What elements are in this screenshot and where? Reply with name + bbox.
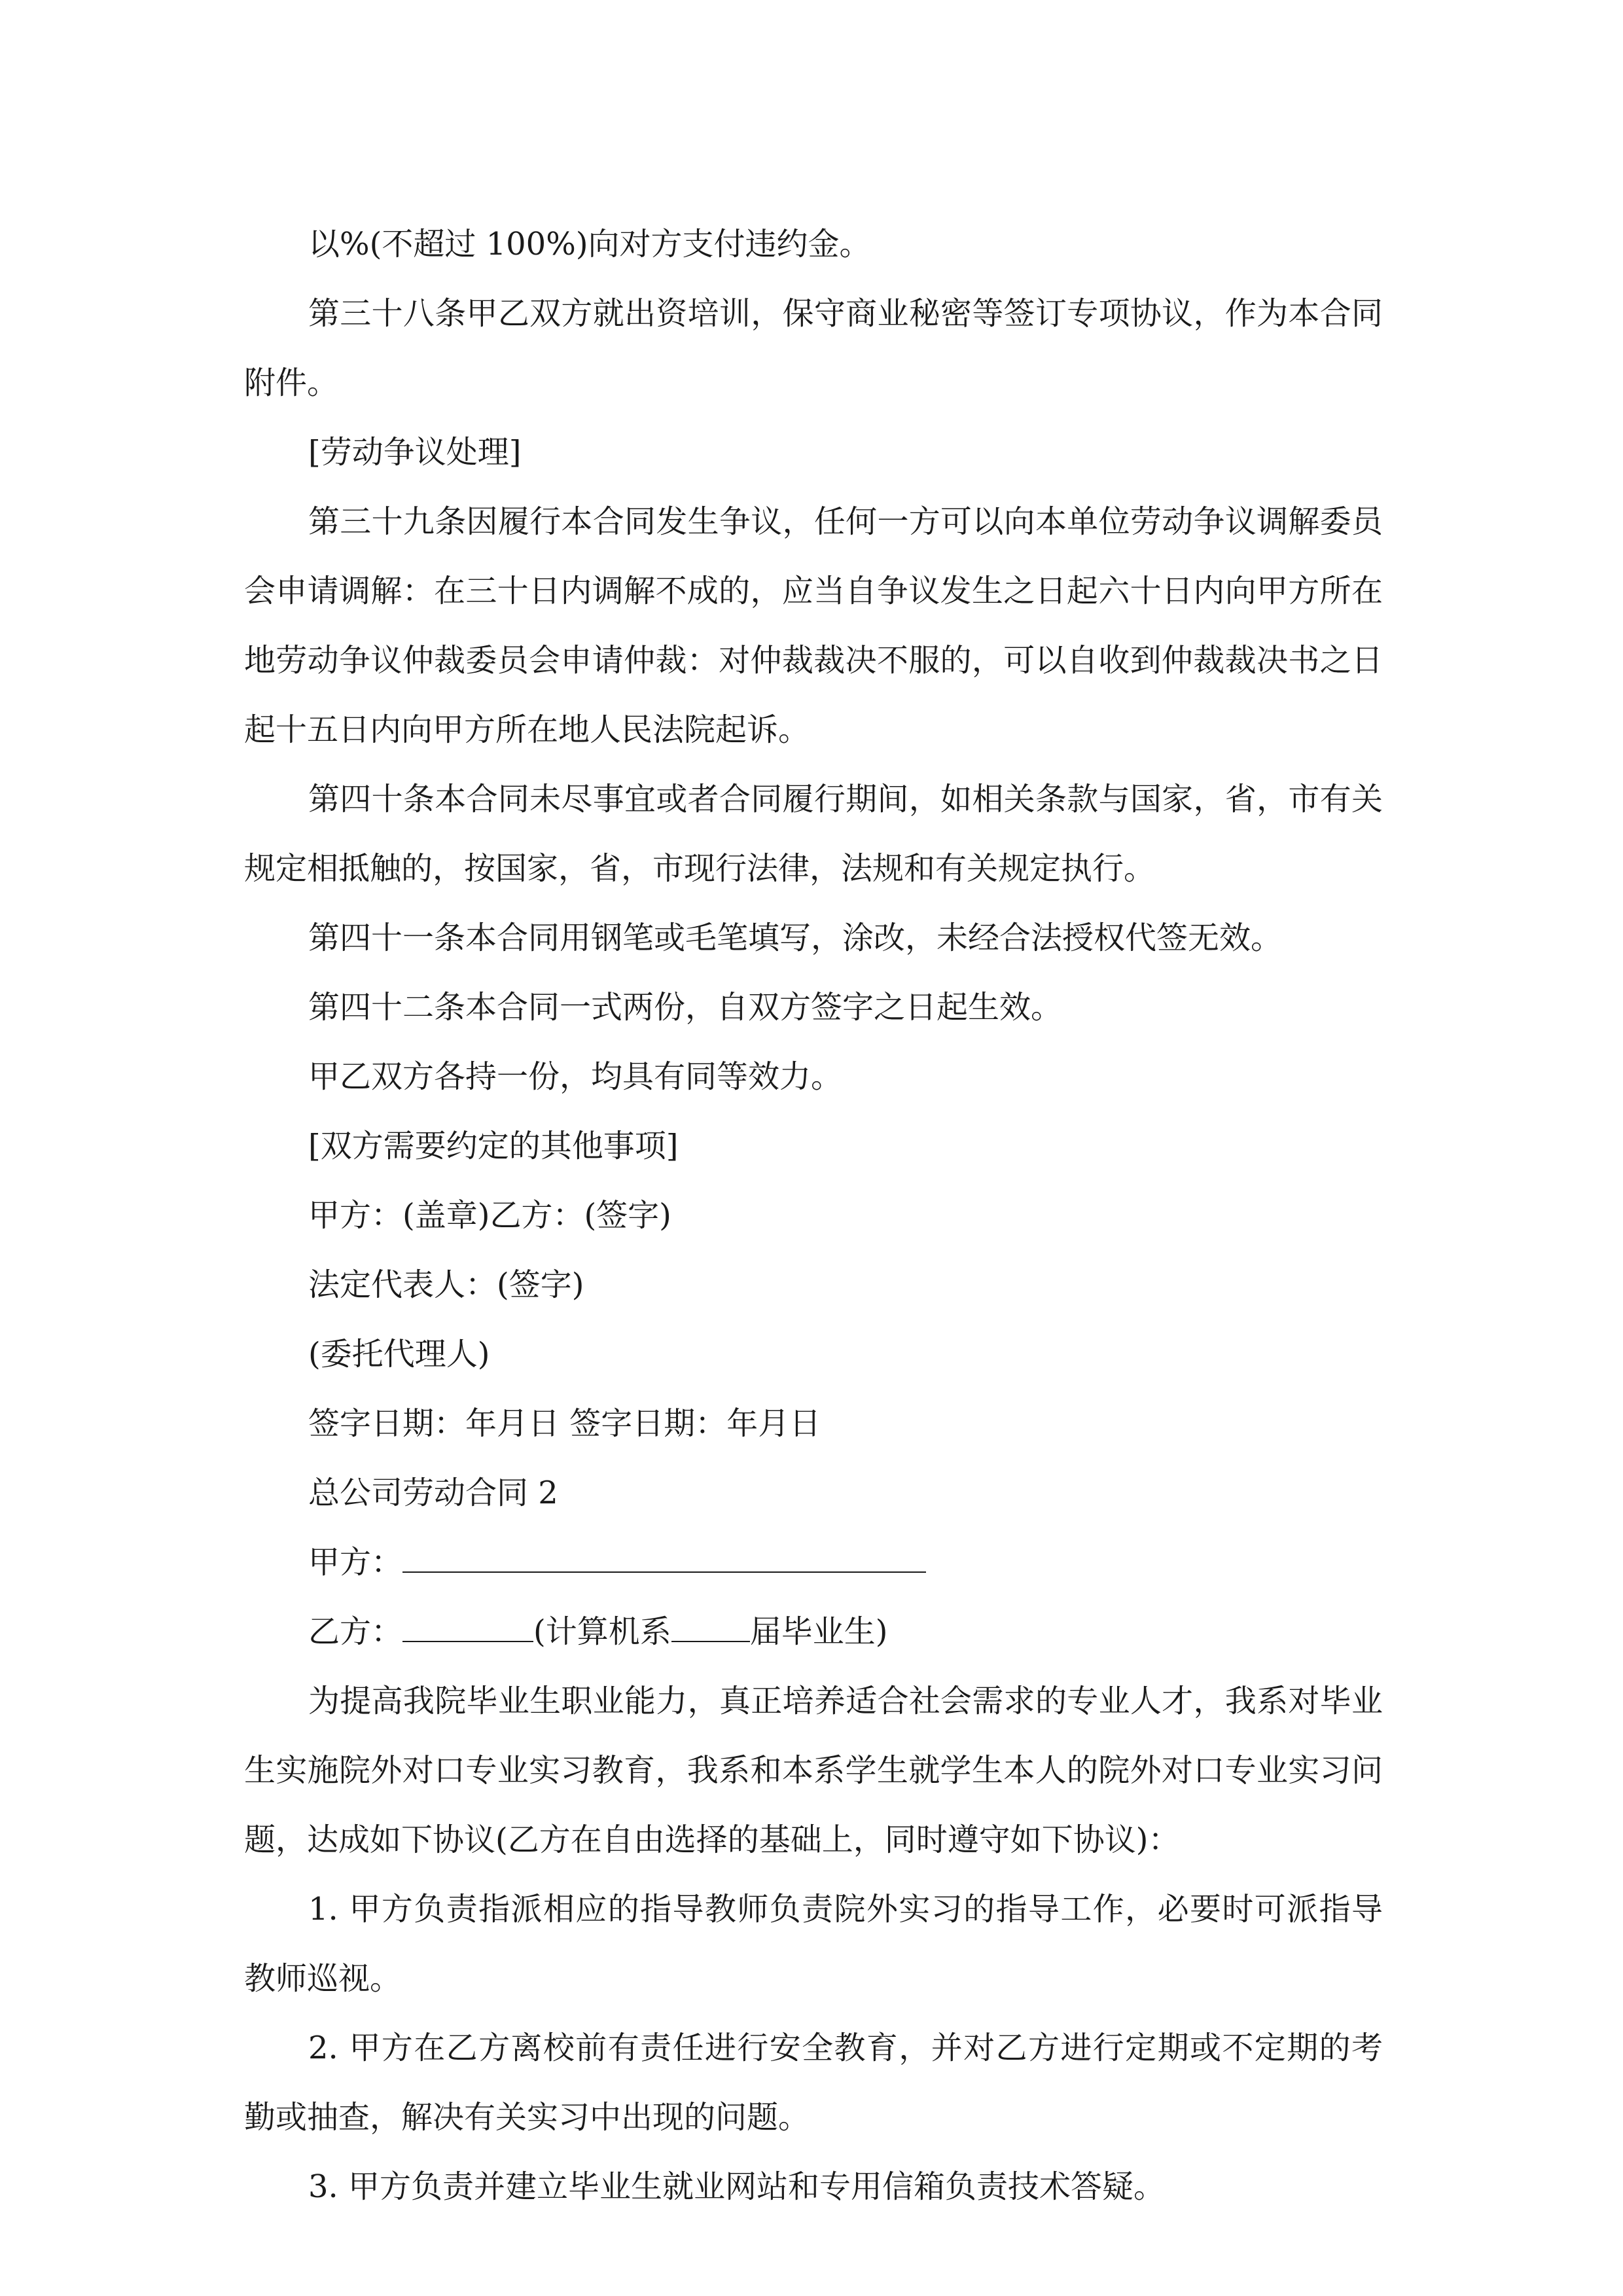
party-b-year-blank	[671, 1612, 750, 1642]
paragraph-article-42: 第四十二条本合同一式两份，自双方签字之日起生效。	[308, 989, 1063, 1026]
party-b-line	[244, 1597, 1383, 1666]
signature-parties: 甲方：(盖章)乙方：(签字)	[308, 1197, 671, 1234]
paragraph-article-40: 第四十条本合同未尽事宜或者合同履行期间，如相关条款与国家，省，市有关规定相抵触的，按国家，省，市现行法律，法规和有关规定执行。	[244, 781, 1383, 887]
signature-agent: (委托代理人)	[308, 1336, 490, 1372]
party-b-name-blank	[402, 1612, 533, 1642]
list-item-3: 3. 甲方负责并建立毕业生就业网站和专用信箱负责技术答疑。	[308, 2168, 1166, 2205]
section-heading-other: [双方需要约定的其他事项]	[308, 1128, 679, 1164]
party-a-label: 甲方：	[308, 1544, 403, 1581]
paragraph-article-39: 第三十九条因履行本合同发生争议，任何一方可以向本单位劳动争议调解委员会申请调解：在三十日内调解不成的，应当自争议发生之日起六十日内向甲方所在地劳动争议仲裁委员会申请仲裁：对仲裁裁决不服的，可以自收到仲裁裁决书之日起十五日内向甲方所在地人民法院起诉。	[244, 503, 1383, 748]
party-a-blank	[402, 1543, 926, 1573]
paragraph-copies: 甲乙双方各持一份，均具有同等效力。	[308, 1058, 843, 1095]
section-heading-dispute: [劳动争议处理]	[308, 434, 522, 471]
contract-title-2: 总公司劳动合同 2	[308, 1475, 558, 1511]
party-b-label: 乙方：	[308, 1613, 403, 1650]
paragraph-article-38: 第三十八条甲乙双方就出资培训，保守商业秘密等签订专项协议，作为本合同附件。	[244, 295, 1383, 401]
paragraph-article-41: 第四十一条本合同用钢笔或毛笔填写，涂改，未经合法授权代签无效。	[308, 920, 1283, 956]
list-item-2: 2. 甲方在乙方离校前有责任进行安全教育，并对乙方进行定期或不定期的考勤或抽查，解决有关实习中出现的问题。	[244, 2030, 1383, 2136]
party-b-department: (计算机系	[533, 1613, 671, 1650]
signature-representative: 法定代表人：(签字)	[308, 1266, 584, 1303]
party-a-line	[244, 1528, 1383, 1597]
list-item-1: 1. 甲方负责指派相应的指导教师负责院外实习的指导工作，必要时可派指导教师巡视。	[244, 1891, 1383, 1997]
party-b-graduate: 届毕业生)	[749, 1613, 888, 1650]
document-body	[244, 209, 1383, 2221]
signature-dates: 签字日期：年月日 签字日期：年月日	[308, 1405, 821, 1442]
paragraph-intro: 为提高我院毕业生职业能力，真正培养适合社会需求的专业人才，我系对毕业生实施院外对口专业实习教育，我系和本系学生就学生本人的院外对口专业实习问题，达成如下协议(乙方在自由选择的基础上，同时遵守如下协议)：	[244, 1683, 1383, 1858]
paragraph-penalty: 以%(不超过 100%)向对方支付违约金。	[308, 226, 871, 262]
